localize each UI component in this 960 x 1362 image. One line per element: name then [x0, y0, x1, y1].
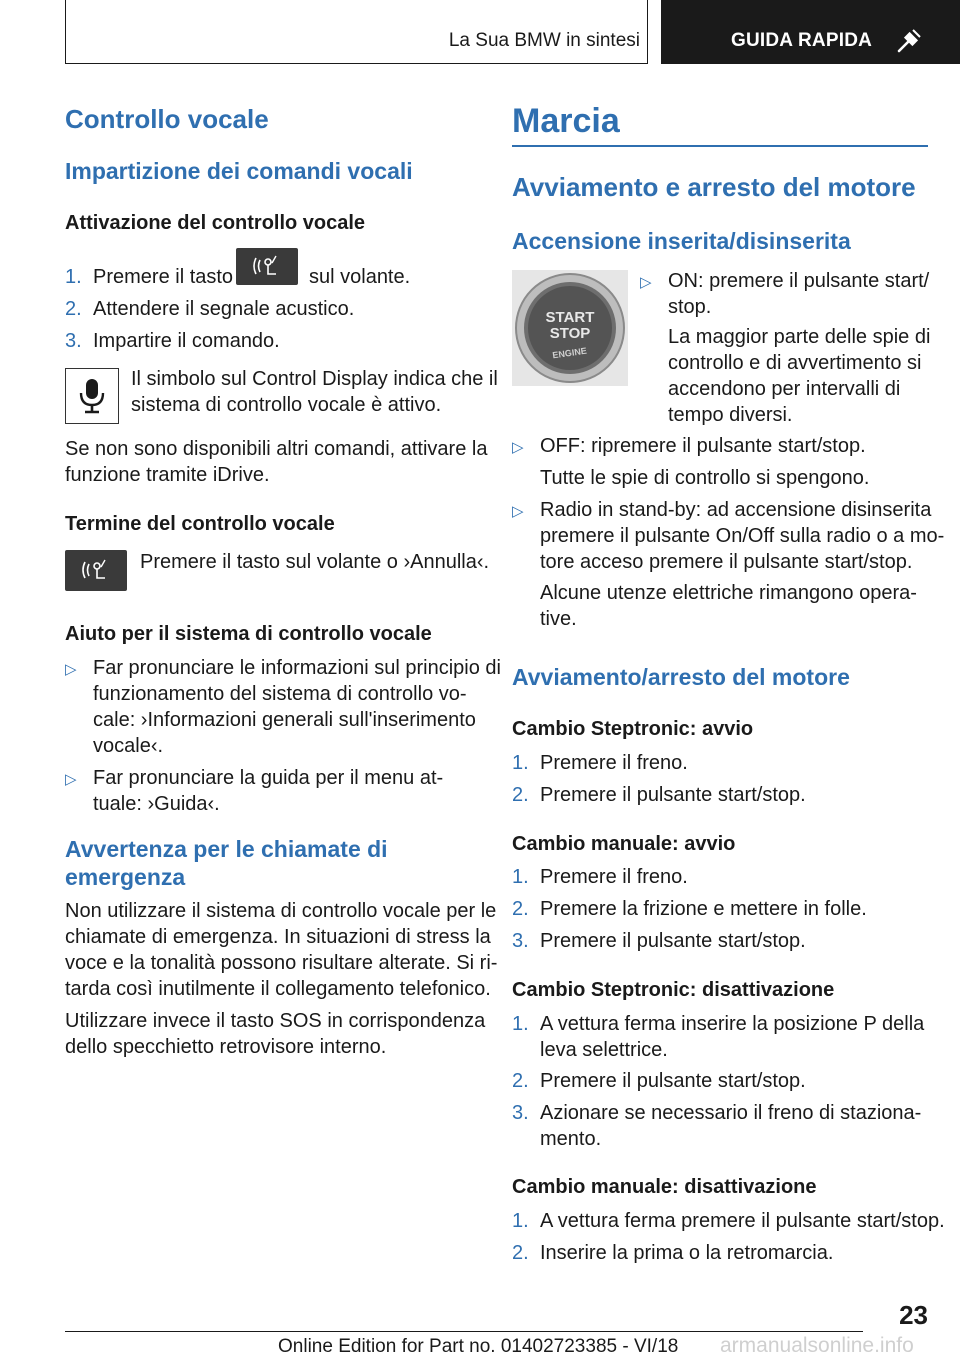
paragraph-on: accendono per intervalli di: [668, 378, 901, 400]
list-item-cont: cale: ›Informazioni generali sull'inserimento: [93, 709, 476, 731]
voice-button-icon: [236, 248, 298, 285]
paragraph-radio: Alcune utenze elettriche rimangono opera‐: [540, 582, 917, 604]
paragraph-on: La maggior parte delle spie di: [668, 326, 931, 348]
paragraph-symbol-line1: Il simbolo sul Control Display indica che il: [131, 368, 498, 390]
list-item: 2. Inserire la prima o la retromarcia.: [512, 1242, 834, 1264]
list-item-cont: stop.: [668, 296, 712, 318]
heading-steptronic-stop: Cambio Steptronic: disattivazione: [512, 979, 835, 1001]
paragraph-sos: Utilizzare invece il tasto SOS in corrispondenza: [65, 1010, 486, 1032]
list-item-cont: premere il pulsante On/Off sulla radio o a mo‐: [540, 525, 945, 547]
list-item-cont: leva selettrice.: [540, 1039, 668, 1061]
heading-activation: Attivazione del controllo vocale: [65, 212, 366, 234]
footer-watermark: armanualsonline.info: [720, 1334, 914, 1357]
subsection-title-emergency-l2: emergenza: [65, 864, 186, 890]
paragraph-sos: dello specchietto retrovisore interno.: [65, 1036, 387, 1058]
list-item: 1. Premere il tasto: [65, 266, 234, 288]
header-chapter-title: GUIDA RAPIDA: [731, 30, 873, 51]
list-item: ▷ Radio in stand-by: ad accensione disinserita: [512, 497, 931, 525]
subsection-title-voice-commands: Impartizione dei comandi vocali: [65, 158, 413, 184]
heading-help: Aiuto per il sistema di controllo vocale: [65, 623, 432, 645]
section-title-engine: Avviamento e arresto del motore: [512, 172, 916, 202]
list-item: 1. Premere il freno.: [512, 752, 688, 774]
list-item: ▷ ON: premere il pulsante start/: [640, 268, 929, 296]
list-item: 3. Azionare se necessario il freno di staziona‐: [512, 1102, 922, 1124]
footer-edition: Online Edition for Part no. 01402723385 - VI/18: [278, 1336, 679, 1357]
heading-manual-stop: Cambio manuale: disattivazione: [512, 1176, 817, 1198]
triangle-bullet-icon: ▷: [512, 439, 524, 456]
paragraph-warning: Non utilizzare il sistema di controllo vocale per le: [65, 900, 497, 922]
list-item-cont: funzionamento del sistema di controllo vo‐: [93, 683, 467, 705]
paragraph-radio: tive.: [540, 608, 577, 630]
list-item-cont: tore acceso premere il pulsante start/stop.: [540, 551, 913, 573]
button-label-start: START: [545, 309, 595, 326]
list-item: 3. Impartire il comando.: [65, 330, 280, 352]
button-label-stop: STOP: [549, 325, 591, 342]
list-item-cont: mento.: [540, 1128, 602, 1150]
header-section-title: La Sua BMW in sintesi: [448, 30, 640, 51]
paragraph-off: Tutte le spie di controllo si spengono.: [540, 467, 870, 489]
section-title-voice-control: Controllo vocale: [65, 104, 269, 134]
subsection-title-ignition: Accensione inserita/disinserita: [512, 228, 851, 254]
paragraph-on: controllo e di avvertimento si: [668, 352, 922, 374]
triangle-bullet-icon: ▷: [640, 274, 652, 291]
paragraph-on: tempo diversi.: [668, 404, 793, 426]
list-item-cont: tuale: ›Guida‹.: [93, 793, 220, 815]
microphone-icon: [65, 368, 119, 424]
list-item: 2. Premere il pulsante start/stop.: [512, 784, 806, 806]
subsection-title-start-stop: Avviamento/arresto del motore: [512, 664, 850, 690]
heading-steptronic-start: Cambio Steptronic: avvio: [512, 718, 754, 740]
triangle-bullet-icon: ▷: [65, 771, 77, 788]
paragraph-end: Premere il tasto sul volante o ›Annulla‹.: [140, 551, 490, 573]
paragraph-symbol-line2: sistema di controllo vocale è attivo.: [131, 394, 442, 416]
page-number: 23: [899, 1300, 928, 1330]
list-item: 1. A vettura ferma inserire la posizione P della: [512, 1013, 925, 1035]
heading-end: Termine del controllo vocale: [65, 513, 335, 535]
subsection-title-emergency-l1: Avvertenza per le chiamate di: [65, 836, 388, 862]
list-item: 1. Premere il freno.: [512, 866, 688, 888]
paragraph-other-line1: Se non sono disponibili altri comandi, attivare la: [65, 438, 488, 460]
title-divider: [512, 145, 928, 147]
triangle-bullet-icon: ▷: [512, 503, 524, 520]
voice-button-icon: [65, 550, 127, 591]
list-item: 3. Premere il pulsante start/stop.: [512, 930, 806, 952]
paragraph-warning: tarda così inutilmente il collegamento telefonico.: [65, 978, 491, 1000]
paragraph-warning: voce e la tonalità possono risultare alterate. Si ri‐: [65, 952, 498, 974]
list-item: 1. A vettura ferma premere il pulsante start/stop.: [512, 1210, 945, 1232]
list-item: ▷ Far pronunciare la guida per il menu at‐: [65, 765, 443, 793]
list-item: ▷ OFF: ripremere il pulsante start/stop.: [512, 433, 866, 461]
paragraph-warning: chiamate di emergenza. In situazioni di stress la: [65, 926, 491, 948]
list-item: ▷ Far pronunciare le informazioni sul principio di: [65, 655, 501, 683]
heading-manual-start: Cambio manuale: avvio: [512, 833, 736, 855]
paragraph-other-line2: funzione tramite iDrive.: [65, 464, 270, 486]
list-item: 2. Premere il pulsante start/stop.: [512, 1070, 806, 1092]
footer-divider: [65, 1331, 863, 1332]
chapter-title-driving: Marcia: [512, 102, 620, 140]
triangle-bullet-icon: ▷: [65, 661, 77, 678]
button-label-engine: ENGINE: [551, 345, 588, 361]
list-item-text-post: sul volante.: [309, 266, 411, 288]
start-stop-button-image: [512, 270, 628, 386]
list-item-cont: vocale‹.: [93, 735, 164, 757]
quick-guide-icon: [896, 28, 922, 54]
list-item: 2. Attendere il segnale acustico.: [65, 298, 355, 320]
list-item: 2. Premere la frizione e mettere in folle.: [512, 898, 867, 920]
